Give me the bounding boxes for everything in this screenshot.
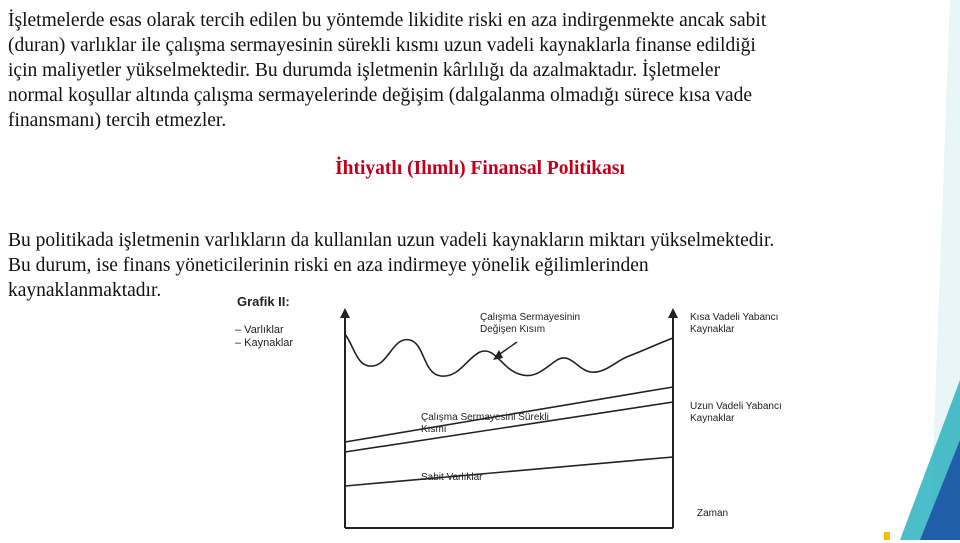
legend-sources: – Kaynaklar — [235, 337, 294, 349]
label-variable-wc-1: Çalışma Sermayesinin — [480, 312, 581, 323]
paragraph-2-line: kaynaklanmaktadır. — [8, 280, 162, 301]
paragraph-1 — [8, 8, 958, 133]
total-assets-curve — [345, 334, 673, 376]
permanent-wc-line-lower — [345, 402, 673, 452]
label-short-term-2: Kaynaklar — [690, 324, 735, 335]
paragraph-1-line: (duran) varlıklar ile çalışma sermayesinin sürekli kısmı uzun vadeli kaynaklarla finanse edildiği — [8, 35, 756, 56]
figure-title: Grafik II: — [237, 294, 290, 309]
label-long-term-1: Uzun Vadeli Yabancı — [690, 401, 782, 412]
legend-assets: – Varlıklar — [235, 324, 284, 336]
label-permanent-wc-1: Çalışma Sermayesini Sürekli — [421, 412, 549, 423]
label-permanent-wc-2: Kısmı — [421, 424, 447, 435]
paragraph-2-line: Bu durum, ise finans yöneticilerinin riski en aza indirmeye yönelik eğilimlerinden — [8, 255, 649, 276]
fixed-assets-line — [345, 457, 673, 486]
paragraph-1-line: normal koşullar altında çalışma sermayelerinde değişim (dalgalanma olmadığı sürece kısa vade — [8, 85, 752, 106]
paragraph-1-line: için maliyetler yükselmektedir. Bu durumda işletmenin kârlılığı da azalmaktadır. İşletmeler — [8, 60, 721, 81]
label-x-axis-time: Zaman — [697, 508, 729, 519]
label-short-term-1: Kısa Vadeli Yabancı — [690, 312, 779, 323]
paragraph-1-line: İşletmelerde esas olarak tercih edilen bu yöntemde likidite riski en aza indirgenmekte ancak sabit — [8, 10, 767, 31]
y-axis-right-arrow — [668, 308, 678, 318]
section-heading: İhtiyatlı (Ilımlı) Finansal Politikası — [335, 158, 625, 179]
paragraph-1-line: finansmanı) tercih etmezler. — [8, 110, 227, 131]
figure-svg — [205, 290, 870, 538]
financing-policy-figure — [205, 290, 870, 538]
label-variable-wc-2: Değişen Kısım — [480, 324, 546, 335]
paragraph-2-line: Bu politikada işletmenin varlıkların da kullanılan uzun vadeli kaynakların miktarı yükselmektedir. — [8, 230, 775, 251]
y-axis-left-arrow — [340, 308, 350, 318]
label-fixed-assets: Sabit Varlıklar — [421, 472, 483, 483]
label-long-term-2: Kaynaklar — [690, 413, 735, 424]
